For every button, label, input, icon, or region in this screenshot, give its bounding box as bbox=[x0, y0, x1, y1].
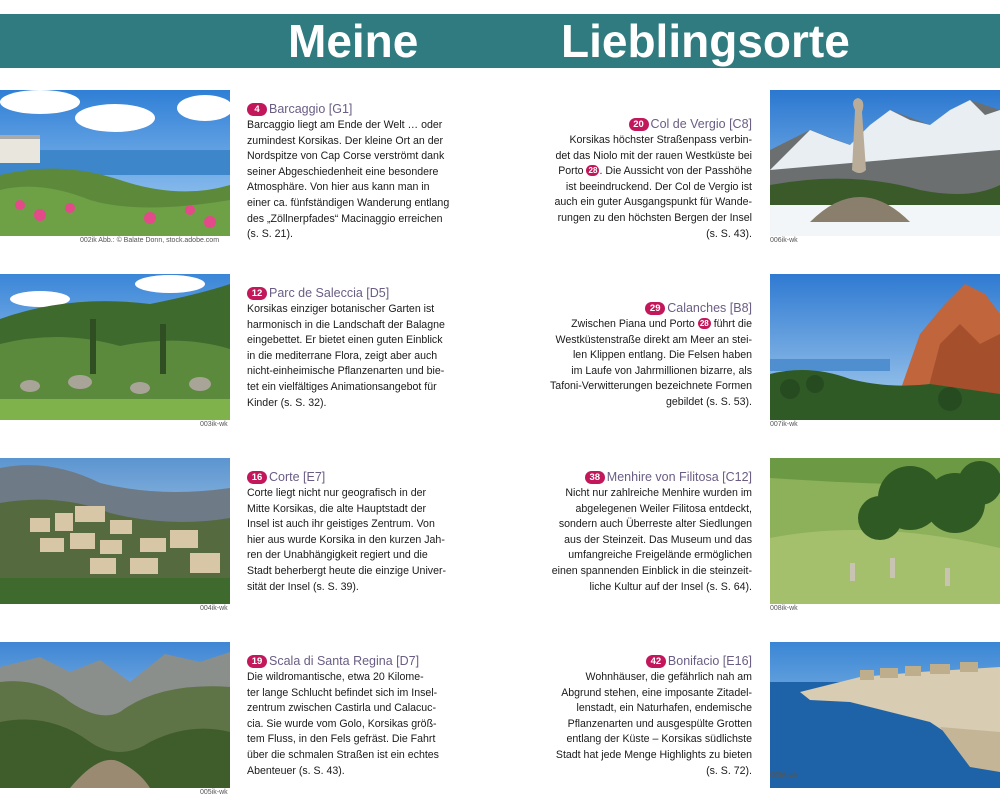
entry-text: Corte liegt nicht nur geografisch in der Mitte Korsikas, die alte Hauptstadt der Insel ist auch ihr geistiges Zentrum. Von hier aus wurde Korsika in den kurzen Jah- ren der Unabhängigkeit regiert und die Stadt beherbergt heute die einzige Univer- sität der Insel (s. S. 39). bbox=[247, 487, 447, 593]
entry-text: Nicht nur zahlreiche Menhire wurden im abgelegenen Weiler Filitosa entdeckt, sondern auch Überreste alter Siedlungen aus der Steinzeit. Das Museum und das umfangreiche Freigelände ermöglichen einen spannenden Einblick in die steinzeit- liche Kultur auf der Insel (s. S. 64). bbox=[551, 487, 752, 593]
entry-heading bbox=[247, 470, 477, 485]
entry-heading bbox=[522, 654, 752, 669]
entry-barcaggio bbox=[247, 102, 477, 243]
entry-parc-de-saleccia bbox=[247, 286, 477, 411]
entry-text: Wohnhäuser, die gefährlich nah am Abgrund stehen, eine imposante Zitadel- lenstadt, ein Naturhafen, endemische Pflanzenarten und ausgespülte Grotten entlang der Küste – Korsikas südlichste Stadt hat jede Menge Highlights zu bieten (s. S. 72). bbox=[555, 671, 752, 777]
photo-calanches bbox=[770, 274, 1000, 420]
entry-title: Parc de Saleccia [D5] bbox=[269, 286, 390, 300]
entry-menhire-von-filitosa bbox=[522, 470, 752, 595]
entry-text: Die wildromantische, etwa 20 Kilome- ter lange Schlucht befindet sich im Insel- zentrum zwischen Castirla und Calacuc- cia. Sie wurde vom Golo, Korsikas größ- tem Fluss, in den Fels gefräst. Die Fahrt über die schmalen Straßen ist ein echtes Abenteuer (s. S. 43). bbox=[247, 671, 439, 777]
place-number-badge: 4 bbox=[247, 103, 267, 116]
photo-parc-de-saleccia bbox=[0, 274, 230, 420]
page-title-right: Lieblingsorte bbox=[561, 15, 850, 67]
entry-text: Zwischen Piana und Porto 28 führt die Westküstenstraße direkt am Meer an stei- len Klippen entlang. Die Felsen haben im Laufe von Jahrmillionen bizarre, als Tafoni-Verwitterungen bezeichnete Formen gebildet (s. S. 53). bbox=[550, 318, 752, 408]
photo-corte bbox=[0, 458, 230, 604]
page-title-left: Meine bbox=[288, 15, 419, 67]
place-reference-badge: 28 bbox=[586, 165, 599, 176]
place-number-badge: 29 bbox=[645, 302, 665, 315]
entry-title: Bonifacio [E16] bbox=[667, 654, 752, 668]
entry-text: Korsikas einziger botanischer Garten ist harmonisch in die Landschaft der Balagne eingebettet. Er bietet einen guten Einblick in die mediterrane Flora, zeigt aber auch nicht-einheimische Pflanzenarten und bie- tet ein vielfältiges Animationsangebot für Kinder (s. S. 32). bbox=[247, 303, 445, 409]
entry-heading bbox=[247, 654, 477, 669]
photo-credit: 002ik Abb.: © Balate Donn, stock.adobe.com bbox=[80, 237, 220, 244]
entry-heading bbox=[522, 117, 752, 132]
entry-text: Barcaggio liegt am Ende der Welt … oder zumindest Korsikas. Der kleine Ort an der Nordspitze von Cap Corse verströmt dank seiner Abgeschiedenheit eine besondere Atmosphäre. Von hier aus kann man in einer ca. fünfständigen Wanderung entlang des „Zöllnerpfades“ Macinaggio erreichen (s. S. 21). bbox=[247, 119, 450, 241]
title-banner bbox=[0, 14, 1000, 68]
photo-scala-di-santa-regina bbox=[0, 642, 230, 788]
photo-credit: 008ik-wk bbox=[770, 605, 798, 612]
entry-bonifacio bbox=[522, 654, 752, 779]
entry-corte bbox=[247, 470, 477, 595]
entry-col-de-vergio bbox=[522, 117, 752, 242]
photo-barcaggio bbox=[0, 90, 230, 236]
photo-credit: 006ik-wk bbox=[770, 237, 798, 244]
entry-title: Corte [E7] bbox=[269, 470, 326, 484]
place-number-badge: 19 bbox=[247, 655, 267, 668]
photo-credit: 004ik-wk bbox=[200, 605, 228, 612]
entry-heading bbox=[522, 470, 752, 485]
entry-calanches bbox=[522, 301, 752, 411]
entry-heading bbox=[522, 301, 752, 316]
photo-col-de-vergio bbox=[770, 90, 1000, 236]
entry-heading bbox=[247, 102, 477, 117]
entry-heading bbox=[247, 286, 477, 301]
place-number-badge: 38 bbox=[585, 471, 605, 484]
photo-credit: 003ik-wk bbox=[200, 421, 228, 428]
place-number-badge: 20 bbox=[629, 118, 649, 131]
photo-credit: 009ik-wk bbox=[770, 772, 798, 779]
place-number-badge: 42 bbox=[646, 655, 666, 668]
entry-text: Korsikas höchster Straßenpass verbin- det das Niolo mit der rauen Westküste bei Porto 28 . Die Aussicht von der Passhöhe ist beeindruckend. Der Col de Vergio ist auch ein guter Ausgangspunkt für Wande- rungen zu den höchsten Bergen der Insel (s. S. 43). bbox=[554, 134, 752, 240]
place-number-badge: 16 bbox=[247, 471, 267, 484]
place-number-badge: 12 bbox=[247, 287, 267, 300]
entry-scala-di-santa-regina bbox=[247, 654, 477, 779]
photo-credit: 005ik-wk bbox=[200, 789, 228, 796]
entry-title: Calanches [B8] bbox=[667, 301, 752, 315]
photo-menhire-von-filitosa bbox=[770, 458, 1000, 604]
entry-title: Col de Vergio [C8] bbox=[650, 117, 752, 131]
photo-credit: 007ik-wk bbox=[770, 421, 798, 428]
entry-title: Barcaggio [G1] bbox=[269, 102, 353, 116]
entry-title: Scala di Santa Regina [D7] bbox=[269, 654, 420, 668]
photo-bonifacio bbox=[770, 642, 1000, 788]
place-reference-badge: 28 bbox=[698, 318, 711, 329]
entry-title: Menhire von Filitosa [C12] bbox=[606, 470, 752, 484]
